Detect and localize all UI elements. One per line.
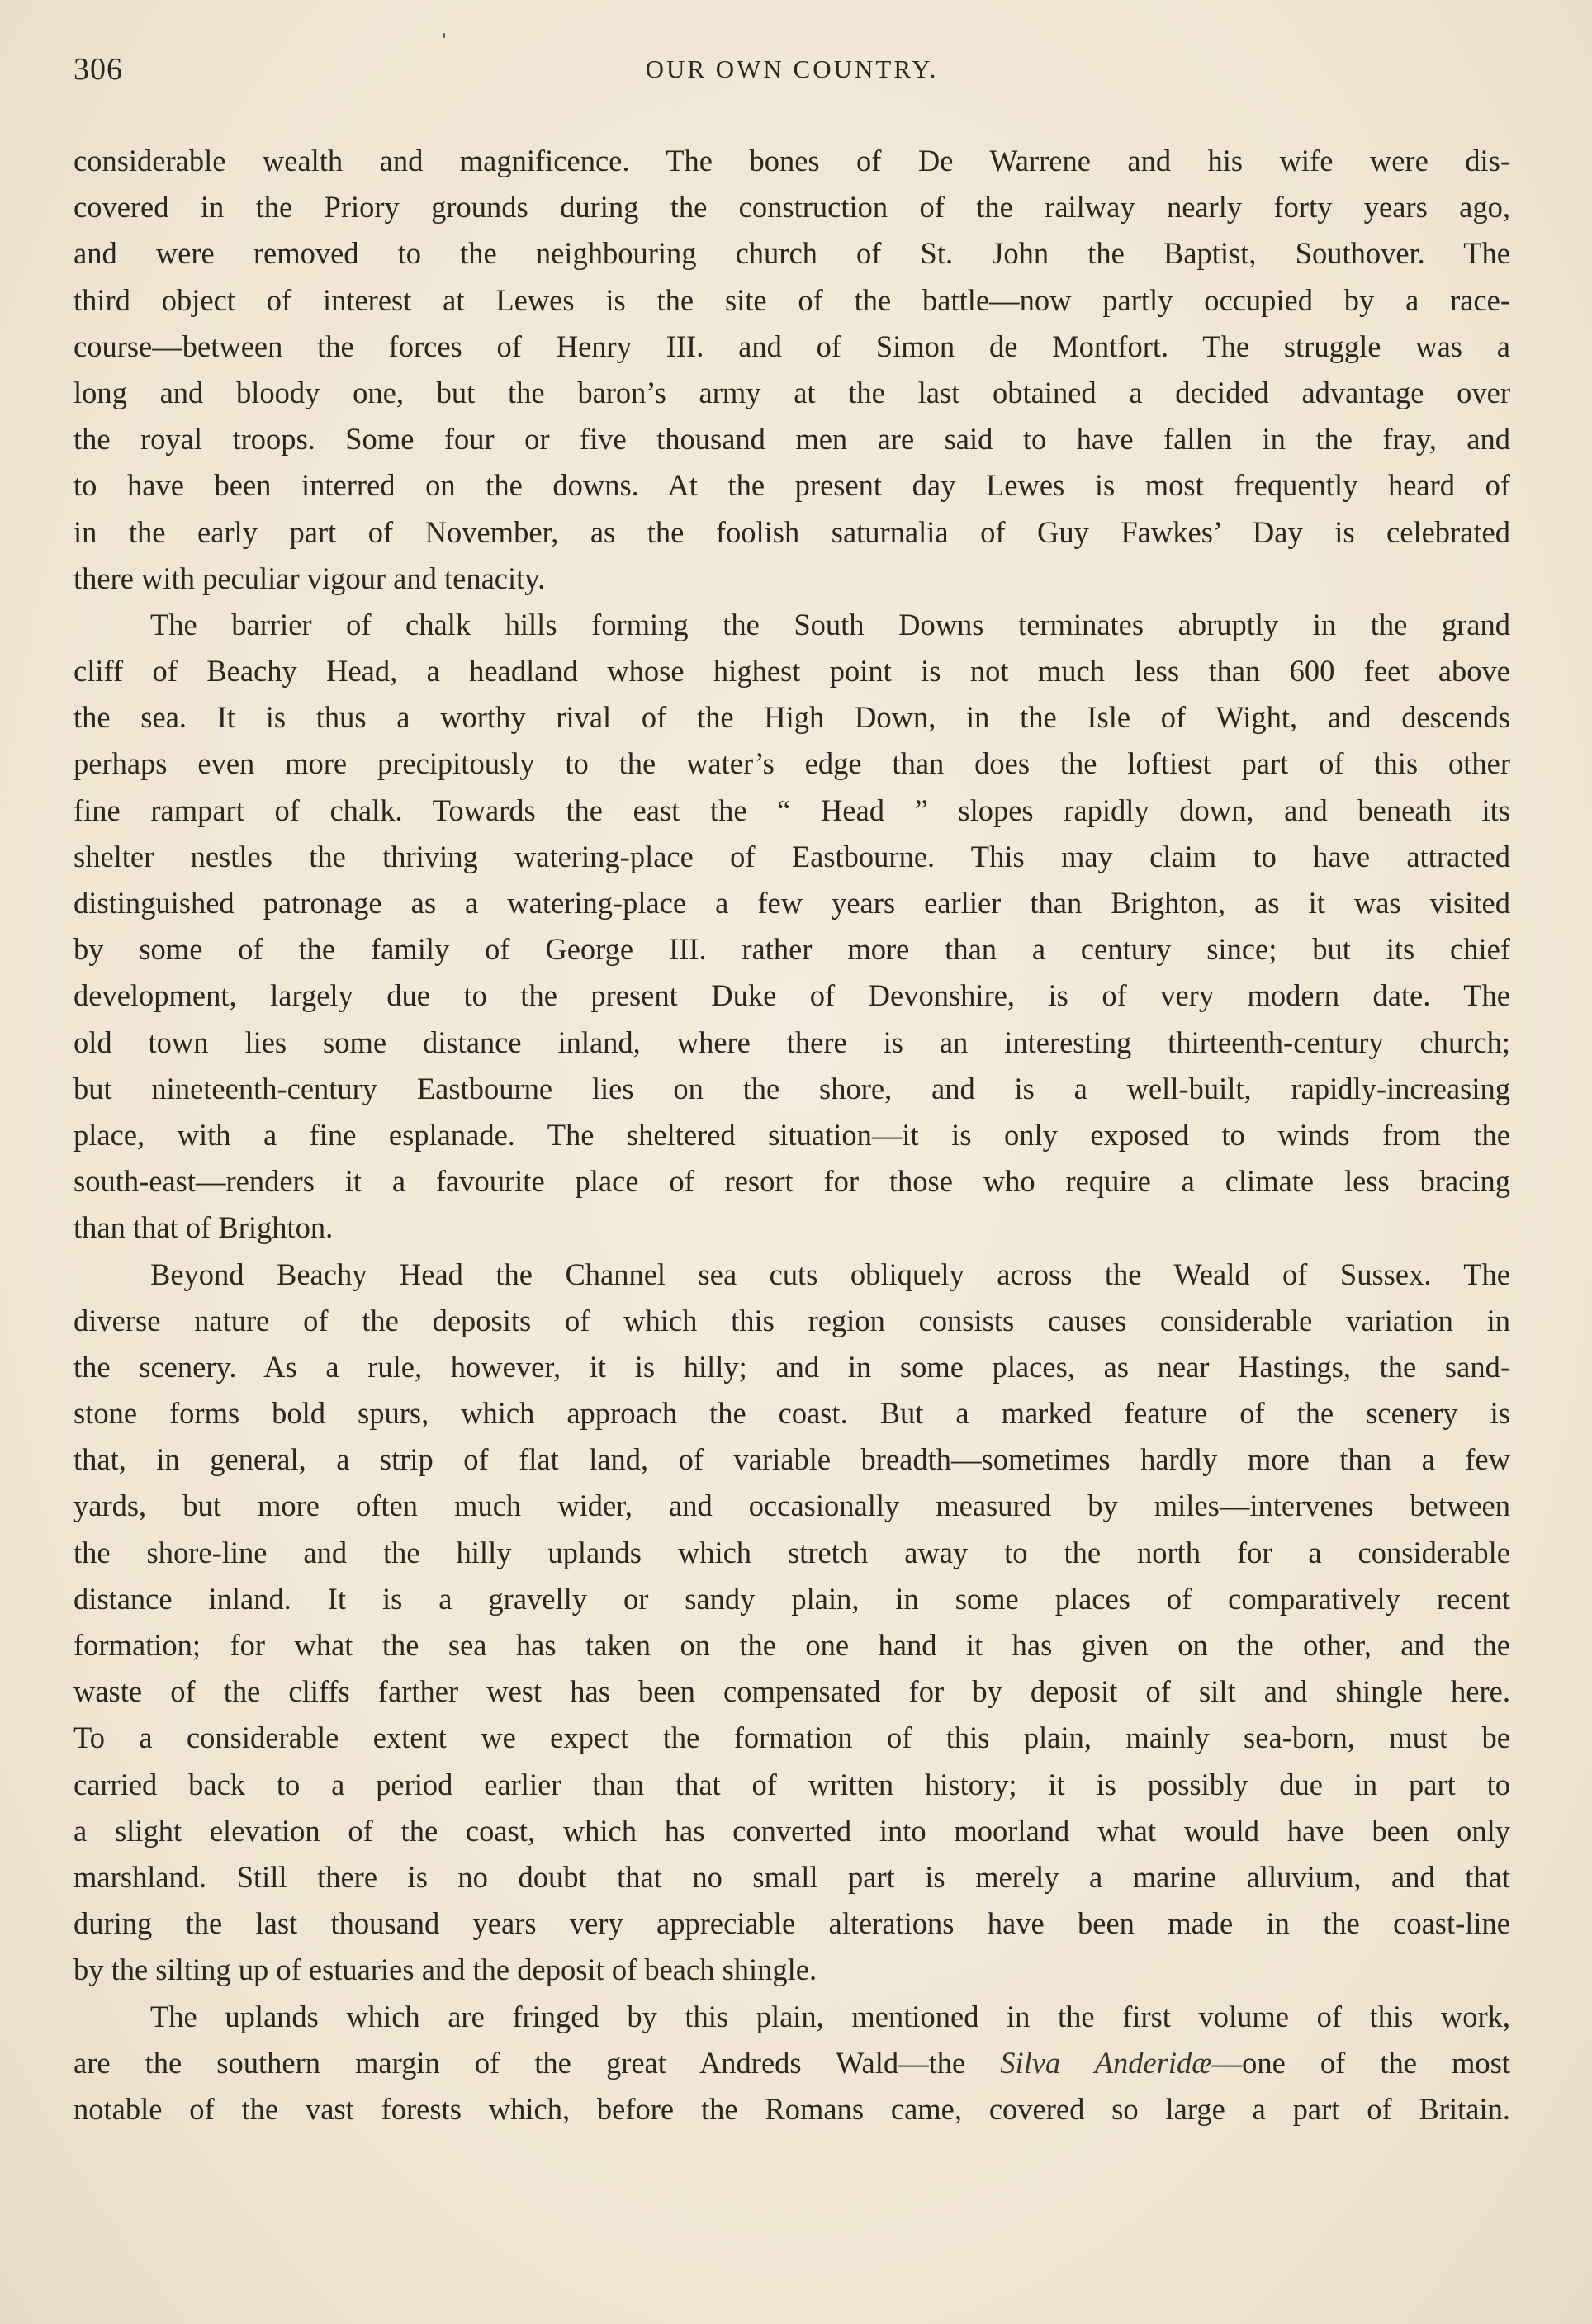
running-title: OUR OWN COUNTRY. [645,54,939,83]
text-line: during the last thousand years very appreciable alterations have been made in the coast-line [73,1906,1510,1941]
paragraph-end-line: by the silting up of estuaries and the deposit of beach shingle. [73,1952,817,1987]
text-line: the shore-line and the hilly uplands which stretch away to the north for a considerable [73,1535,1510,1569]
text-line: course—between the forces of Henry III. and of Simon de Montfort. The struggle was a [73,329,1510,363]
text-line: distance inland. It is a gravelly or sandy plain, in some places of comparatively recent [73,1581,1510,1616]
paragraph-start-line: The uplands which are fringed by this plain, mentioned in the first volume of this work, [150,1999,1510,2033]
text-line: that, in general, a strip of flat land, of variable breadth—sometimes hardly more than a few [73,1442,1510,1477]
text-line: but nineteenth-century Eastbourne lies on the shore, and is a well-built, rapidly-increasing [73,1071,1510,1105]
text-line: covered in the Priory grounds during the construction of the railway nearly forty years ago, [73,190,1510,225]
text-line: a slight elevation of the coast, which has converted into moorland what would have been only [73,1813,1510,1848]
text-line: notable of the vast forests which, before the Romans came, covered so large a part of Britain. [73,2091,1510,2126]
body-text [73,138,1510,2132]
text-line: diverse nature of the deposits of which this region consists causes considerable variation in [73,1303,1510,1337]
page-number: 306 [73,52,123,87]
text-line: stone forms bold spurs, which approach the coast. But a marked feature of the scenery is [73,1396,1510,1431]
paragraph-end-line: than that of Brighton. [73,1210,334,1245]
text-line: the scenery. As a rule, however, it is hilly; and in some places, as near Hastings, the sand- [73,1349,1510,1384]
running-header [73,51,1510,101]
text-line: yards, but more often much wider, and occasionally measured by miles—intervenes between [73,1489,1510,1523]
text-line: old town lies some distance inland, where there is an interesting thirteenth-century church; [73,1025,1510,1059]
text-line: the royal troops. Some four or five thousand men are said to have fallen in the fray, and [73,422,1510,457]
text-line: the sea. It is thus a worthy rival of the High Down, in the Isle of Wight, and descends [73,700,1510,735]
text-line: marshland. Still there is no doubt that no small part is merely a marine alluvium, and that [73,1859,1510,1894]
text-line: cliff of Beachy Head, a headland whose highest point is not much less than 600 feet above [73,654,1510,689]
text-line: development, largely due to the present Duke of Devonshire, is of very modern date. The [73,978,1510,1013]
text-line: in the early part of November, as the foolish saturnalia of Guy Fawkes’ Day is celebrated [73,514,1510,549]
text-line: formation; for what the sea has taken on the one hand it has given on the other, and the [73,1628,1510,1662]
text-line: considerable wealth and magnificence. The bones of De Warrene and his wife were dis- [73,144,1510,177]
text-line: To a considerable extent we expect the formation of this plain, mainly sea-born, must be [73,1721,1510,1755]
text-line: perhaps even more precipitously to the water’s edge than does the loftiest part of this other [73,746,1510,781]
text-line: distinguished patronage as a watering-place a few years earlier than Brighton, as it was visited [73,886,1510,920]
paragraph-start-line: Beyond Beachy Head the Channel sea cuts obliquely across the Weald of Sussex. The [150,1257,1510,1291]
text-line: to have been interred on the downs. At the present day Lewes is most frequently heard of [73,468,1510,503]
text-line: third object of interest at Lewes is the site of the battle—now partly occupied by a race- [73,282,1510,317]
text-line-with-italic [73,2040,1510,2086]
text-line: south-east—renders it a favourite place of resort for those who require a climate less bracing [73,1164,1510,1199]
text-line: fine rampart of chalk. Towards the east the “ Head ” slopes rapidly down, and beneath its [73,793,1510,827]
text-line: place, with a fine esplanade. The sheltered situation—it is only exposed to winds from the [73,1117,1510,1152]
text-line: shelter nestles the thriving watering-place of Eastbourne. This may claim to have attracted [73,839,1510,873]
text-line: and were removed to the neighbouring church of St. John the Baptist, Southover. The [73,236,1510,271]
text-segment: are the southern margin of the great Andreds Wald—the [73,2045,1001,2080]
text-segment: —one of the most [1211,2045,1510,2080]
paragraph-start-line: The barrier of chalk hills forming the South Downs terminates abruptly in the grand [150,607,1510,641]
italic-latin-name: Silva Anderidæ [1000,2045,1212,2080]
text-line: long and bloody one, but the baron’s army at the last obtained a decided advantage over [73,375,1510,409]
text-line: carried back to a period earlier than that of written history; it is possibly due in part to [73,1767,1510,1801]
text-line: by some of the family of George III. rather more than a century since; but its chief [73,932,1510,967]
paragraph-end-line: there with peculiar vigour and tenacity. [73,561,546,595]
ink-speck [443,33,445,38]
text-line: waste of the cliffs farther west has been compensated for by deposit of silt and shingle here. [73,1674,1510,1709]
